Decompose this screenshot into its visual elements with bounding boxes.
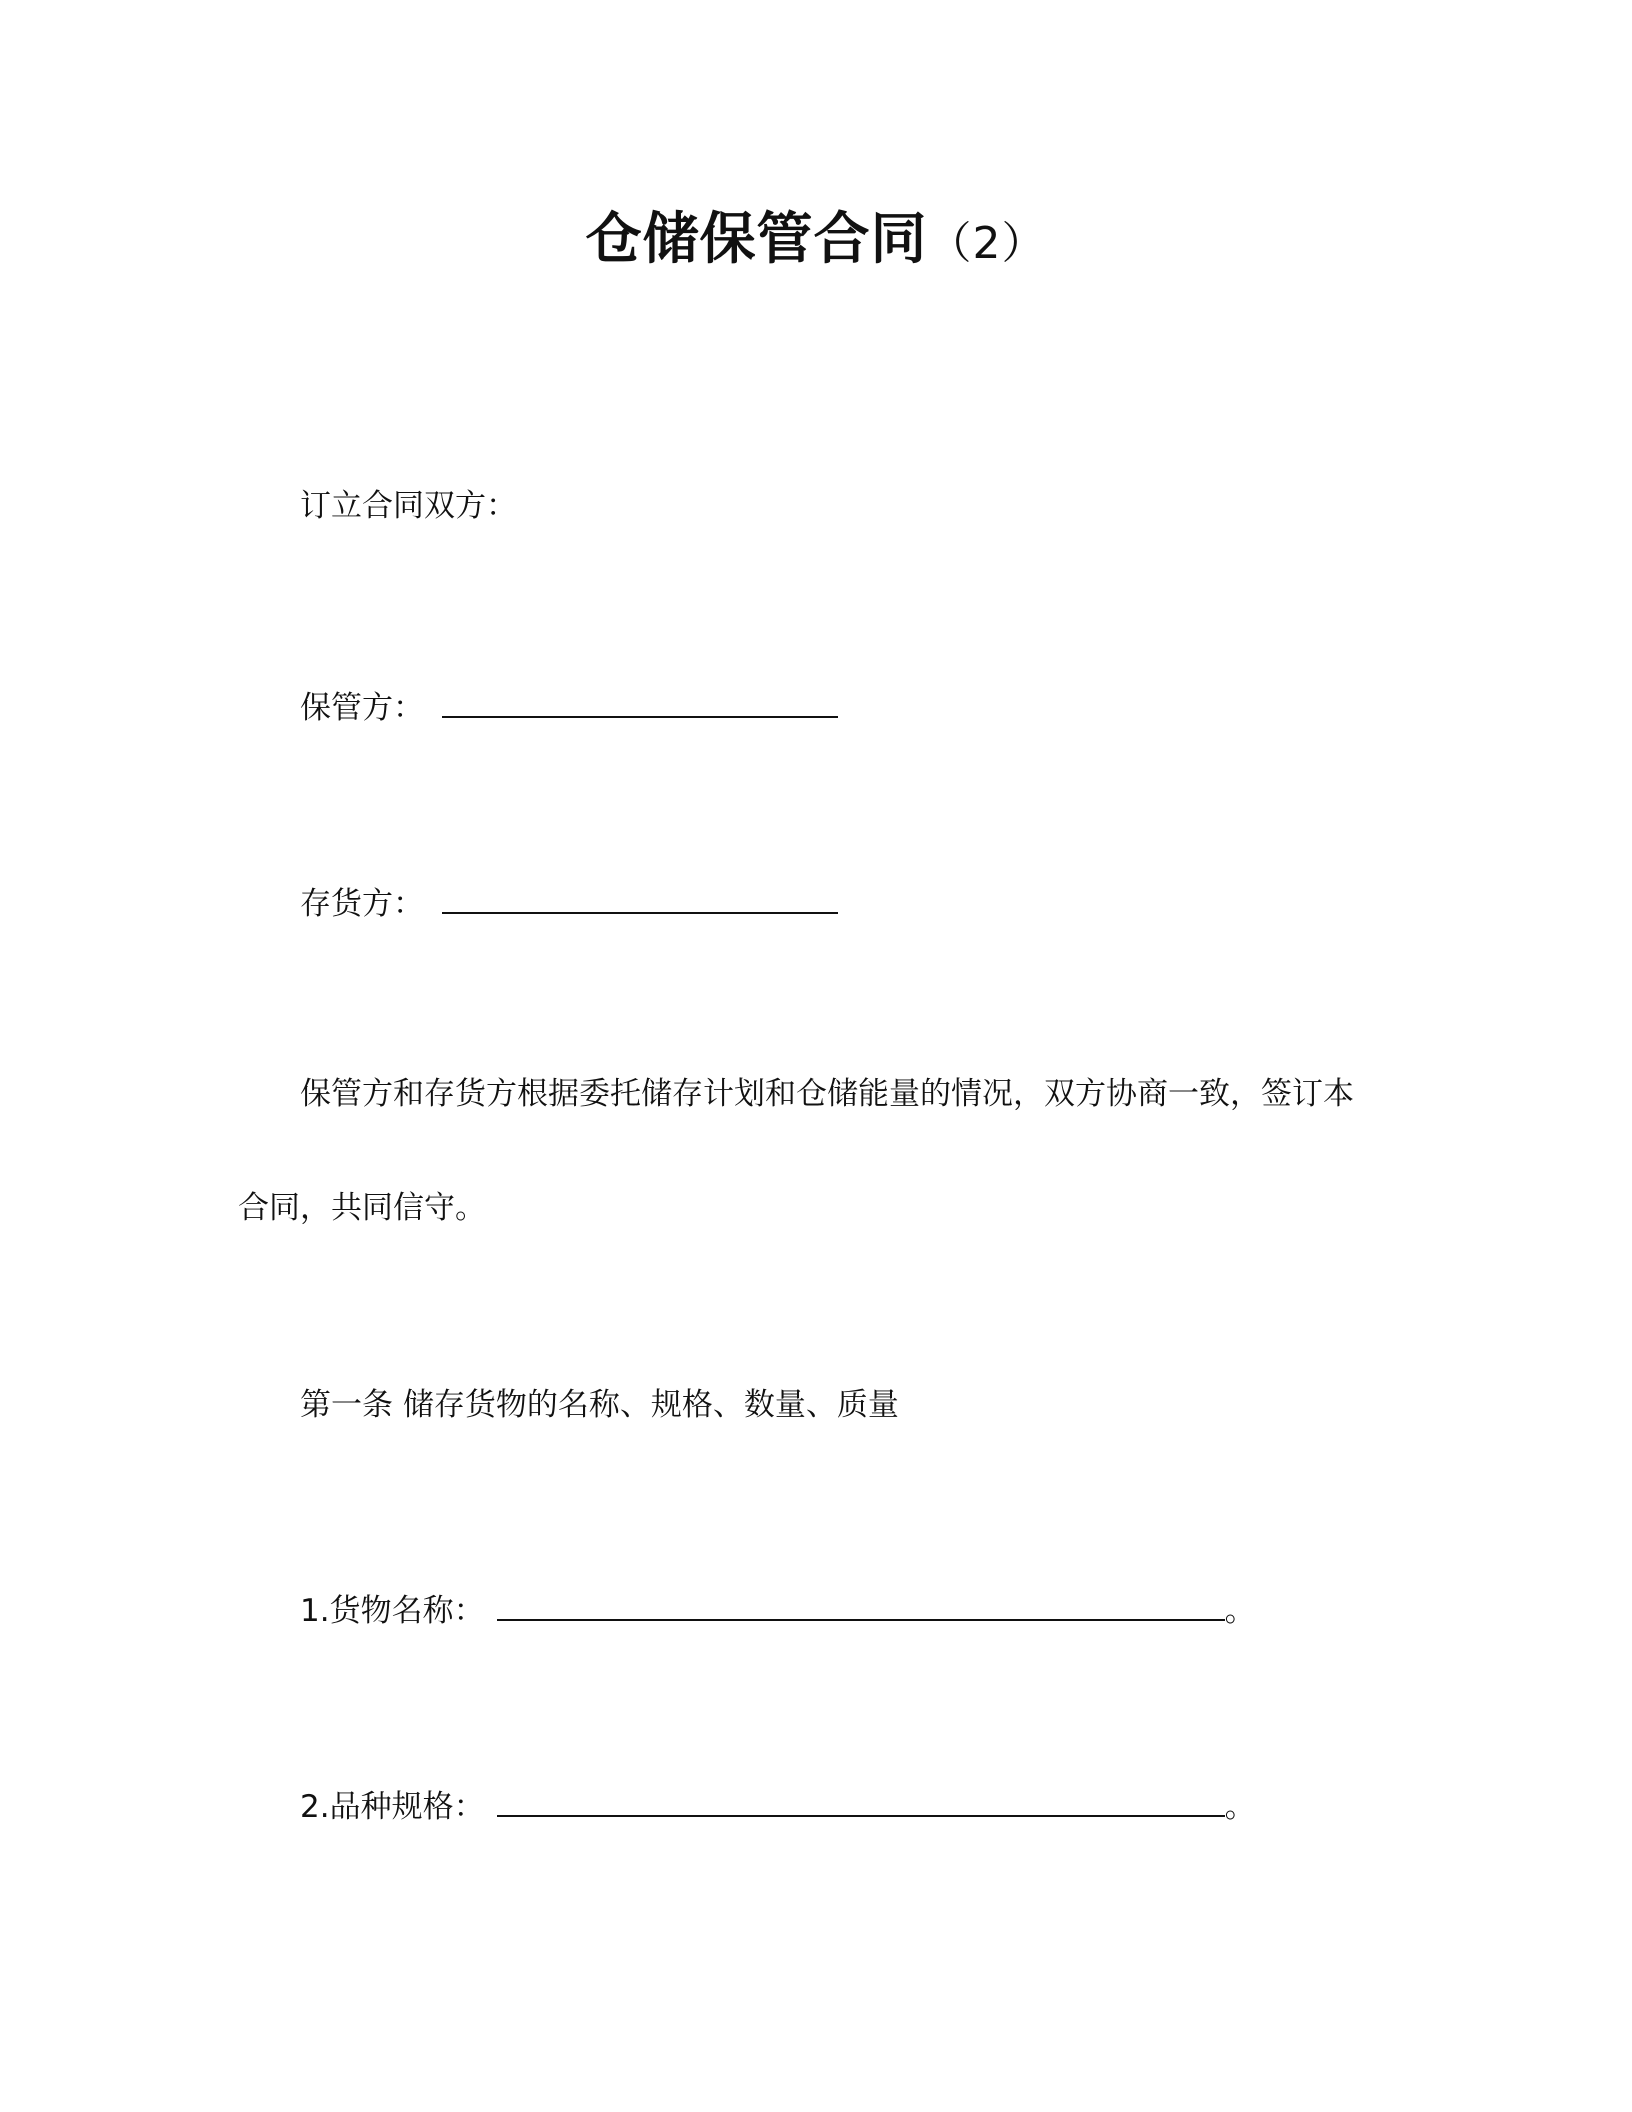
parties-heading: 订立合同双方：	[300, 488, 517, 524]
custodian-blank	[442, 680, 838, 718]
title-suffix: （2）	[927, 218, 1047, 269]
item2-blank	[497, 1779, 1225, 1817]
depositor-blank	[442, 876, 838, 914]
title-main: 仓储保管合同	[585, 207, 928, 272]
depositor-line	[300, 876, 838, 926]
item1-line	[300, 1583, 1256, 1633]
article1-heading: 第一条 储存货物的名称、规格、数量、质量	[300, 1387, 899, 1423]
custodian-line	[300, 680, 838, 730]
custodian-label: 保管方：	[300, 690, 424, 726]
item2-label: 2.品种规格：	[300, 1789, 485, 1825]
item1-label: 1.货物名称：	[300, 1593, 485, 1629]
intro-line-1: 保管方和存货方根据委托储存计划和仓储能量的情况，双方协商一致，签订本	[300, 1076, 1354, 1112]
intro-line-2: 合同，共同信守。	[238, 1190, 486, 1226]
document-title	[0, 195, 1632, 275]
item1-blank	[497, 1583, 1225, 1621]
item2-end: 。	[1224, 1789, 1256, 1825]
depositor-label: 存货方：	[300, 886, 424, 922]
item2-line	[300, 1779, 1256, 1829]
item1-end: 。	[1224, 1593, 1256, 1629]
